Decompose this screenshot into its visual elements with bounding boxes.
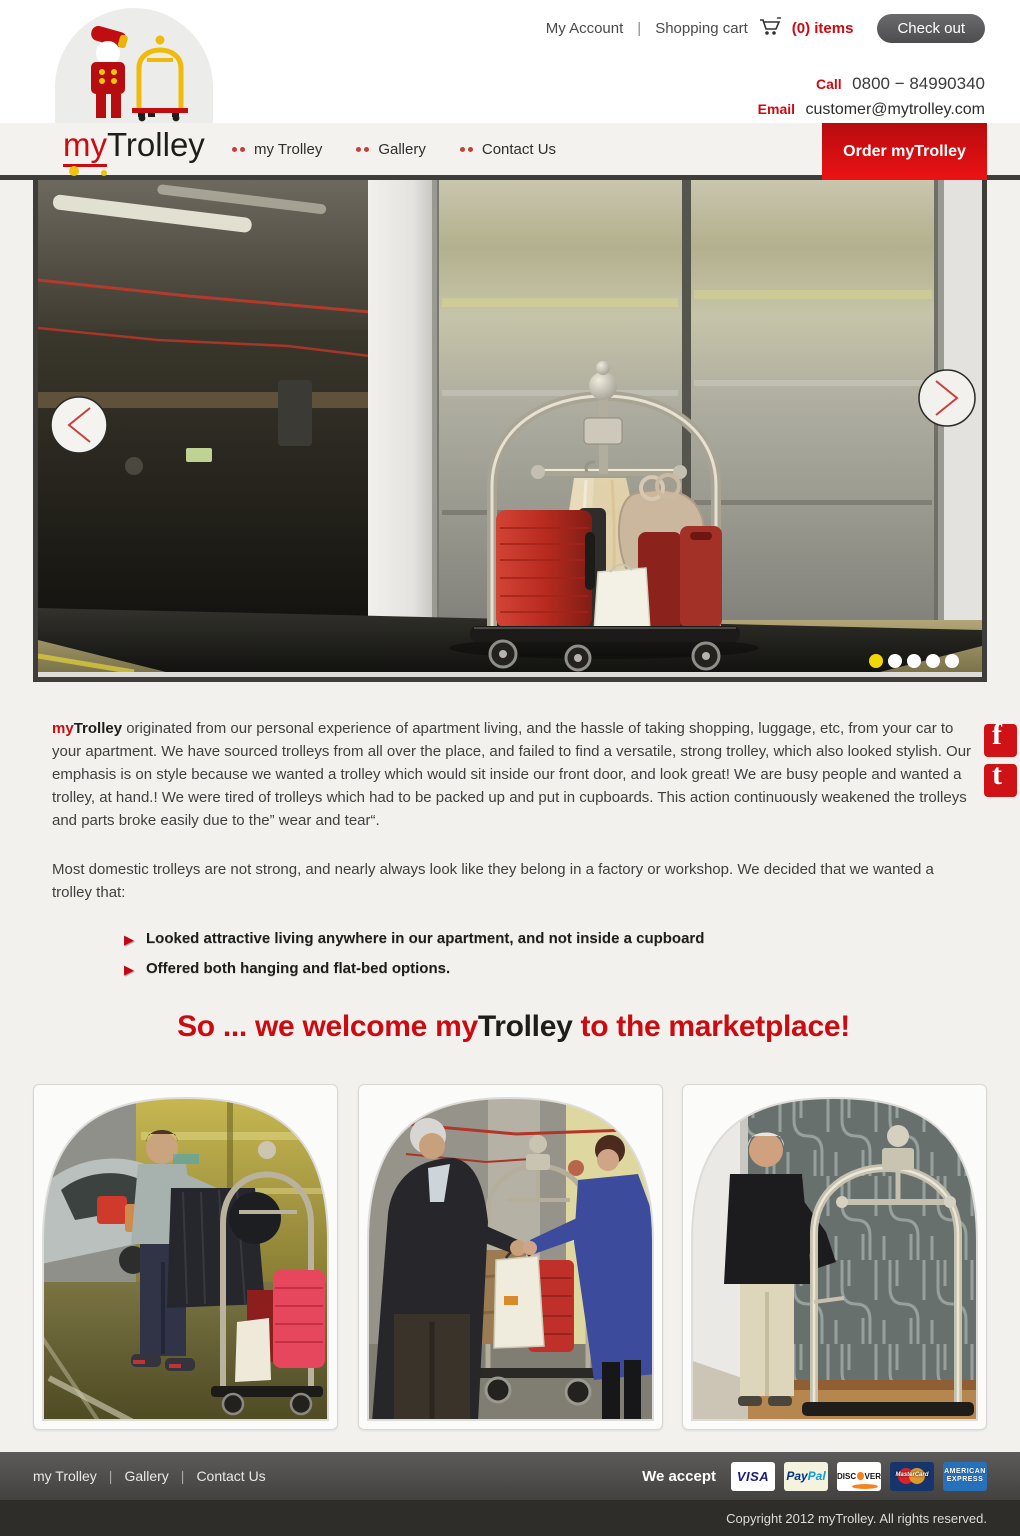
we-accept-label: We accept bbox=[642, 1467, 716, 1485]
contact-info bbox=[758, 72, 985, 122]
visa-icon: VISA bbox=[731, 1462, 775, 1491]
topbar-separator: | bbox=[637, 20, 642, 37]
cart-items-count: (0) items bbox=[791, 20, 854, 37]
intro-section bbox=[0, 682, 1020, 1044]
paragraph-text: originated from our personal experience of apartment living, and the hassle of taking shopping, luggage, etc, from your car to your apartment. We have sourced trolleys from all over the place, and failed to find a versatile, strong trolley, which also looked stylish. Our emphasis is on style because we wanted a trolley which would sit inside our front door, and look great! We are busy people and wanted a trolley, at hand.! We were tired of trolleys which had to be packed up and put in cupboards. This action continuously weakened the trolleys and parts broke easily due to the” wear and tear“. bbox=[52, 720, 972, 829]
checkout-button[interactable]: Check out bbox=[877, 14, 985, 43]
bullet-item bbox=[124, 960, 975, 980]
nav-item-gallery[interactable] bbox=[356, 141, 426, 158]
brand-my: my bbox=[52, 720, 74, 737]
logo-trolley: Trolley bbox=[107, 126, 205, 163]
footer-link-gallery[interactable]: Gallery bbox=[124, 1468, 169, 1484]
logo-yellow-dot bbox=[69, 166, 79, 176]
nav-bullet-dots-icon bbox=[232, 147, 245, 152]
gallery-photo-handover bbox=[358, 1084, 663, 1430]
copyright-text: Copyright 2012 myTrolley. All rights reserved. bbox=[726, 1510, 987, 1526]
photo-gallery bbox=[0, 1084, 1020, 1430]
call-label: Call bbox=[816, 76, 842, 92]
order-mytrolley-button[interactable]: Order myTrolley bbox=[822, 123, 987, 180]
twitter-icon[interactable]: t bbox=[984, 764, 1017, 797]
footer-links bbox=[33, 1468, 266, 1484]
welcome-headline: So ... we welcome myTrolley to the marketplace! bbox=[177, 1010, 850, 1043]
amex-icon: AMERICAN EXPRESS bbox=[943, 1462, 987, 1491]
footer-separator: | bbox=[180, 1468, 185, 1484]
logo[interactable] bbox=[55, 8, 213, 176]
footer-separator: | bbox=[108, 1468, 113, 1484]
mastercard-icon: MasterCard bbox=[890, 1462, 934, 1491]
logo-wordmark bbox=[63, 126, 205, 164]
carousel-next-button[interactable] bbox=[919, 370, 975, 426]
feature-bullets bbox=[52, 930, 975, 980]
footer-link-contact-us[interactable]: Contact Us bbox=[196, 1468, 266, 1484]
bullet-arrow-icon: ▶ bbox=[124, 932, 134, 947]
bullet-text: Offered both hanging and flat-bed options. bbox=[146, 960, 451, 977]
phone-number: 0800 − 84990340 bbox=[852, 74, 985, 93]
nav-item-my-trolley[interactable] bbox=[232, 141, 322, 158]
my-account-link[interactable]: My Account bbox=[545, 20, 624, 37]
bullet-text: Looked attractive living anywhere in our apartment, and not inside a cupboard bbox=[146, 930, 705, 947]
nav-bullet-dots-icon bbox=[460, 147, 473, 152]
nav-label: my Trolley bbox=[254, 140, 323, 158]
shopping-cart-link[interactable]: Shopping cart bbox=[655, 20, 748, 37]
topbar bbox=[546, 14, 985, 43]
logo-my: my bbox=[63, 126, 107, 167]
gallery-photo-loading-car bbox=[33, 1084, 338, 1430]
facebook-icon[interactable]: f bbox=[984, 724, 1017, 757]
carousel-prev-button[interactable] bbox=[51, 397, 107, 453]
bullet-arrow-icon: ▶ bbox=[124, 962, 134, 977]
nav-label: Gallery bbox=[378, 140, 426, 158]
bellhop-trolley-icon bbox=[75, 26, 195, 127]
email-label: Email bbox=[757, 101, 796, 117]
intro-paragraph-2: Most domestic trolleys are not strong, and nearly always look like they belong in a factory or workshop. We decided that we wanted a trolley that: bbox=[52, 861, 934, 901]
nav-bullet-dots-icon bbox=[356, 147, 369, 152]
social-links bbox=[984, 724, 1017, 797]
bullet-item bbox=[124, 930, 975, 950]
gallery-photo-glass-door bbox=[682, 1084, 987, 1430]
nav-item-contact-us[interactable] bbox=[460, 141, 556, 158]
email-address[interactable]: customer@mytrolley.com bbox=[805, 101, 985, 118]
footer bbox=[0, 1452, 1020, 1500]
logo-yellow-dot-small bbox=[101, 170, 107, 176]
discover-icon: DISC VER bbox=[837, 1462, 881, 1491]
hero-photo bbox=[38, 180, 982, 672]
cart-icon[interactable] bbox=[758, 17, 782, 41]
intro-paragraph-1 bbox=[52, 717, 975, 832]
hero-carousel bbox=[33, 180, 987, 682]
paypal-icon: Pay Pal bbox=[784, 1462, 828, 1491]
copyright-bar bbox=[0, 1500, 1020, 1536]
footer-link-my-trolley[interactable]: my Trolley bbox=[33, 1468, 97, 1484]
payment-methods bbox=[642, 1462, 987, 1491]
brand-trolley: Trolley bbox=[73, 720, 123, 737]
nav-label: Contact Us bbox=[481, 140, 557, 158]
